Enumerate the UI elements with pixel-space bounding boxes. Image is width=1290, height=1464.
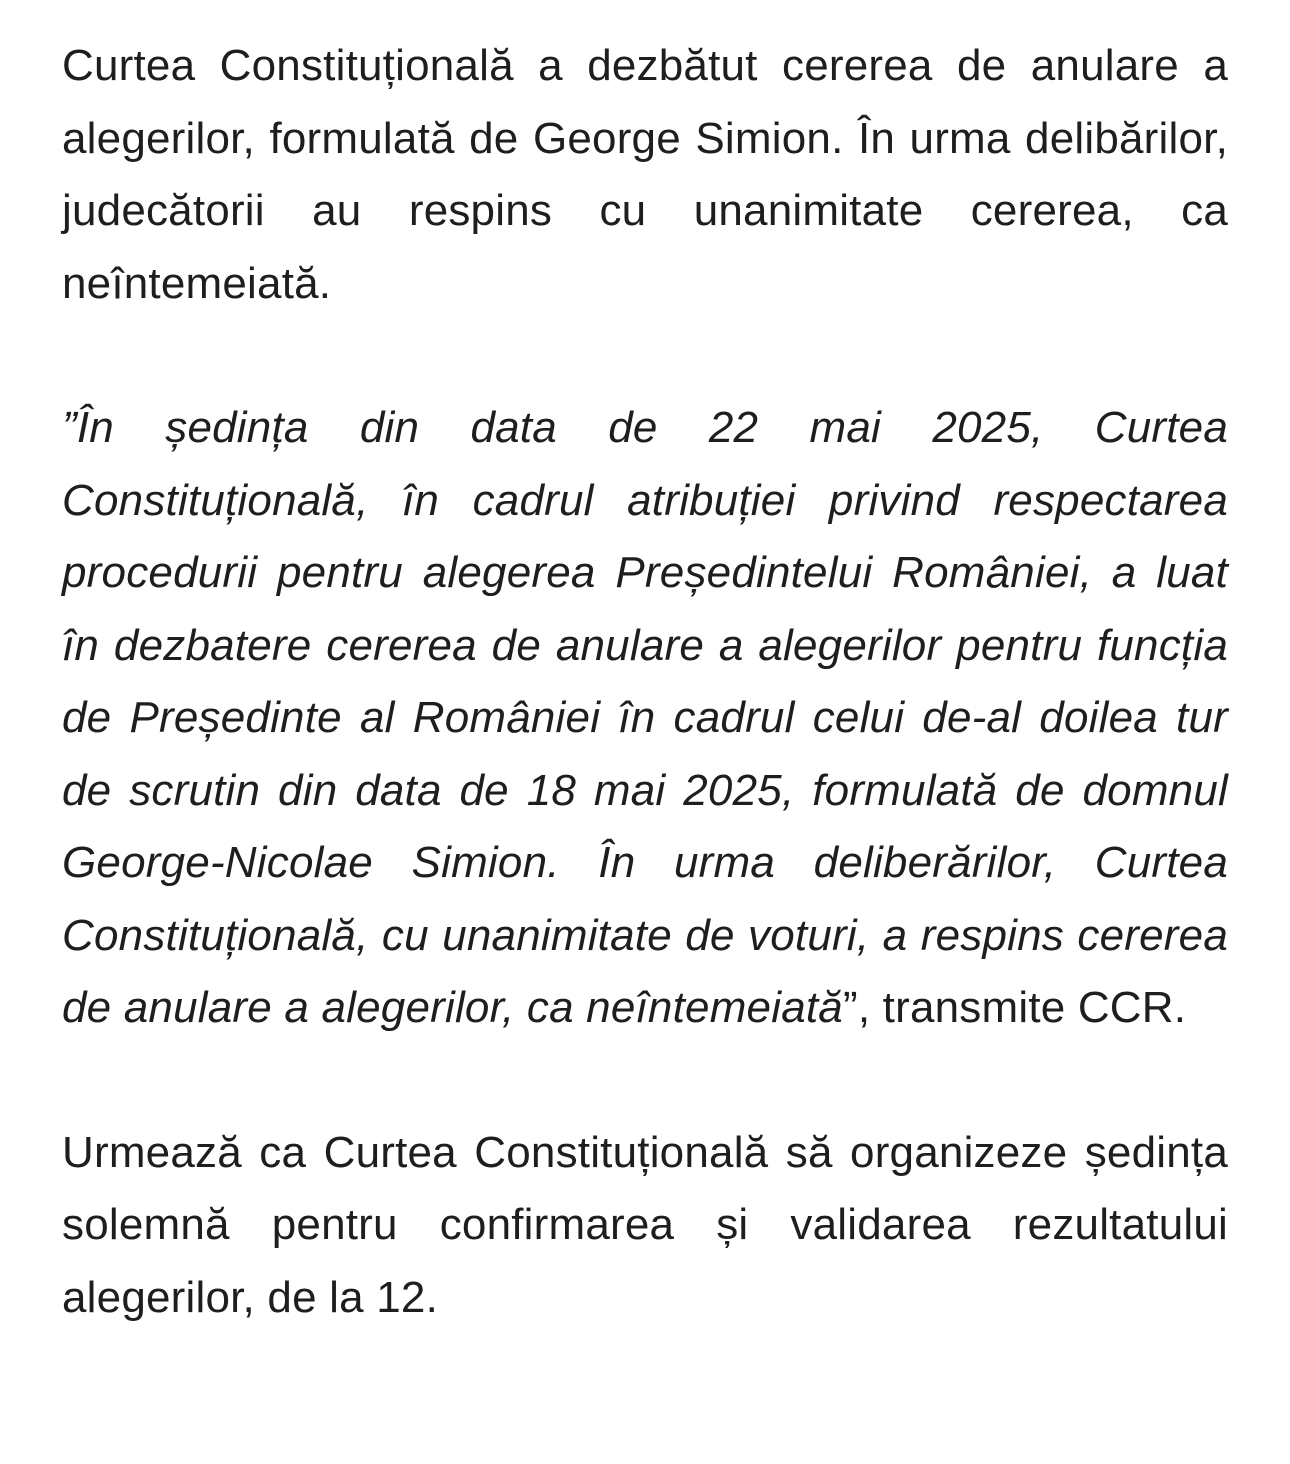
article-paragraph-intro: Curtea Constituțională a dezbătut cererea de anulare a alegerilor, formulată de George Simion. În urma delibărilor, judecătorii au respins cu unanimitate cererea, ca neîntemeiată. [62,41,1228,308]
quote-attribution: ”, transmite CCR. [842,983,1187,1032]
article-paragraph-next-steps: Urmează ca Curtea Constituțională să organizeze ședința solemnă pentru confirmarea și validarea rezultatului alegerilor, de la 12. [62,1127,1228,1322]
article-body [62,30,1228,1334]
ccr-quote: ”În ședința din data de 22 mai 2025, Curtea Constituțională, în cadrul atribuției privind respectarea procedurii pentru alegerea Președintelui României, a luat în dezbatere cererea de anulare a alegerilor pentru funcția de Președinte al României în cadrul celui de-al doilea tur de scrutin din data de 18 mai 2025, formulată de domnul George-Nicolae Simion. În urma deliberărilor, Curtea Constituțională, cu unanimitate de voturi, a respins cererea de anulare a alegerilor, ca neîntemeiată [62,403,1228,1032]
article-paragraph-quote [62,392,1228,1045]
